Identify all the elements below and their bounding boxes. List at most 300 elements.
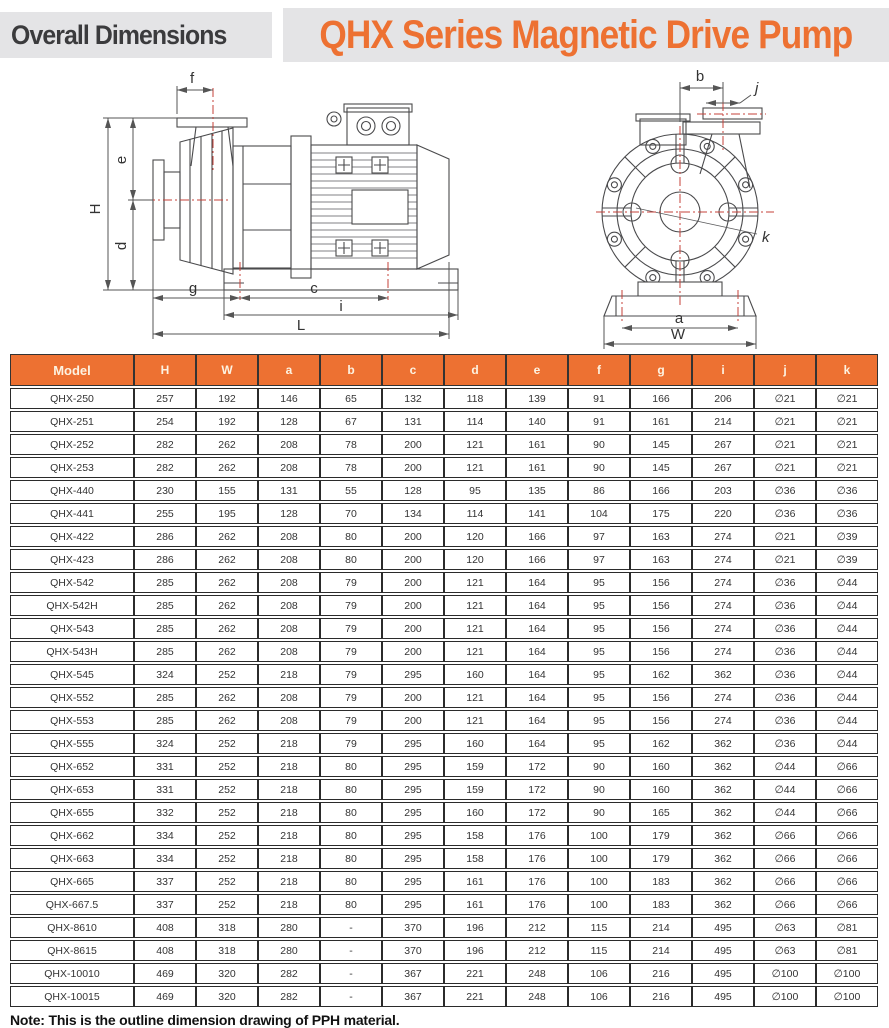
value-cell: ∅21	[754, 549, 816, 570]
value-cell: 295	[382, 871, 444, 892]
value-cell: 208	[258, 710, 320, 731]
col-header-i: i	[692, 354, 754, 386]
page-header	[0, 0, 888, 62]
table-row	[10, 779, 878, 800]
value-cell: 334	[134, 848, 196, 869]
value-cell: 320	[196, 986, 258, 1007]
value-cell: 200	[382, 572, 444, 593]
value-cell: 362	[692, 848, 754, 869]
value-cell: 158	[444, 848, 506, 869]
value-cell: 331	[134, 756, 196, 777]
model-cell: QHX-253	[10, 457, 134, 478]
value-cell: 218	[258, 779, 320, 800]
value-cell: 95	[568, 687, 630, 708]
value-cell: 160	[630, 779, 692, 800]
value-cell: 248	[506, 986, 568, 1007]
value-cell: 121	[444, 572, 506, 593]
value-cell: 172	[506, 779, 568, 800]
value-cell: 90	[568, 779, 630, 800]
model-cell: QHX-553	[10, 710, 134, 731]
value-cell: 179	[630, 825, 692, 846]
value-cell: 212	[506, 917, 568, 938]
value-cell: 158	[444, 825, 506, 846]
value-cell: 172	[506, 756, 568, 777]
value-cell: 362	[692, 664, 754, 685]
col-header-H: H	[134, 354, 196, 386]
value-cell: 70	[320, 503, 382, 524]
model-cell: QHX-542H	[10, 595, 134, 616]
value-cell: 495	[692, 963, 754, 984]
table-row	[10, 641, 878, 662]
table-row	[10, 664, 878, 685]
model-cell: QHX-252	[10, 434, 134, 455]
value-cell: 262	[196, 641, 258, 662]
dim-label-a: a	[674, 310, 684, 327]
value-cell: 156	[630, 572, 692, 593]
value-cell: 218	[258, 733, 320, 754]
table-row	[10, 618, 878, 639]
value-cell: 262	[196, 549, 258, 570]
value-cell: 200	[382, 687, 444, 708]
value-cell: 140	[506, 411, 568, 432]
value-cell: ∅44	[816, 641, 878, 662]
value-cell: 132	[382, 388, 444, 409]
value-cell: 161	[444, 871, 506, 892]
model-cell: QHX-423	[10, 549, 134, 570]
value-cell: 220	[692, 503, 754, 524]
value-cell: 192	[196, 388, 258, 409]
value-cell: 145	[630, 434, 692, 455]
value-cell: 128	[258, 411, 320, 432]
value-cell: 121	[444, 641, 506, 662]
value-cell: 100	[568, 871, 630, 892]
value-cell: 166	[630, 388, 692, 409]
value-cell: 320	[196, 963, 258, 984]
col-header-e: e	[506, 354, 568, 386]
value-cell: ∅44	[816, 572, 878, 593]
value-cell: 131	[258, 480, 320, 501]
value-cell: 370	[382, 917, 444, 938]
value-cell: 131	[382, 411, 444, 432]
value-cell: 161	[444, 894, 506, 915]
table-row	[10, 848, 878, 869]
value-cell: ∅100	[816, 963, 878, 984]
value-cell: 262	[196, 457, 258, 478]
value-cell: 274	[692, 526, 754, 547]
dim-label-g: g	[188, 280, 198, 297]
col-header-d: d	[444, 354, 506, 386]
value-cell: 214	[692, 411, 754, 432]
value-cell: 80	[320, 825, 382, 846]
value-cell: 121	[444, 687, 506, 708]
value-cell: 286	[134, 526, 196, 547]
value-cell: 214	[630, 940, 692, 961]
value-cell: ∅44	[816, 733, 878, 754]
value-cell: 80	[320, 894, 382, 915]
value-cell: 252	[196, 802, 258, 823]
col-header-b: b	[320, 354, 382, 386]
value-cell: 91	[568, 411, 630, 432]
table-row	[10, 549, 878, 570]
value-cell: 80	[320, 779, 382, 800]
value-cell: -	[320, 986, 382, 1007]
value-cell: 86	[568, 480, 630, 501]
value-cell: 200	[382, 434, 444, 455]
value-cell: 252	[196, 733, 258, 754]
value-cell: -	[320, 917, 382, 938]
col-header-a: a	[258, 354, 320, 386]
model-cell: QHX-440	[10, 480, 134, 501]
table-row	[10, 963, 878, 984]
value-cell: 164	[506, 572, 568, 593]
value-cell: 318	[196, 940, 258, 961]
value-cell: 163	[630, 549, 692, 570]
value-cell: ∅66	[754, 871, 816, 892]
value-cell: 295	[382, 733, 444, 754]
value-cell: 196	[444, 917, 506, 938]
value-cell: 200	[382, 457, 444, 478]
value-cell: 179	[630, 848, 692, 869]
section-title: Overall Dimensions	[11, 19, 227, 50]
value-cell: 208	[258, 687, 320, 708]
value-cell: 160	[444, 664, 506, 685]
value-cell: 95	[568, 572, 630, 593]
table-row	[10, 687, 878, 708]
dim-label-i: i	[339, 298, 343, 315]
value-cell: 90	[568, 756, 630, 777]
value-cell: 95	[568, 664, 630, 685]
value-cell: 79	[320, 572, 382, 593]
table-row	[10, 756, 878, 777]
value-cell: ∅36	[754, 503, 816, 524]
value-cell: 274	[692, 687, 754, 708]
col-header-c: c	[382, 354, 444, 386]
model-cell: QHX-542	[10, 572, 134, 593]
value-cell: 200	[382, 526, 444, 547]
value-cell: 164	[506, 618, 568, 639]
value-cell: 196	[444, 940, 506, 961]
value-cell: ∅36	[754, 710, 816, 731]
value-cell: 95	[568, 618, 630, 639]
value-cell: 172	[506, 802, 568, 823]
value-cell: 362	[692, 894, 754, 915]
value-cell: 216	[630, 963, 692, 984]
value-cell: 156	[630, 687, 692, 708]
value-cell: ∅44	[816, 664, 878, 685]
value-cell: 252	[196, 756, 258, 777]
value-cell: 274	[692, 595, 754, 616]
value-cell: 164	[506, 664, 568, 685]
value-cell: ∅100	[754, 963, 816, 984]
value-cell: 285	[134, 641, 196, 662]
model-cell: QHX-543H	[10, 641, 134, 662]
value-cell: 252	[196, 848, 258, 869]
value-cell: 134	[382, 503, 444, 524]
value-cell: 286	[134, 549, 196, 570]
value-cell: ∅36	[816, 503, 878, 524]
value-cell: 495	[692, 917, 754, 938]
value-cell: 115	[568, 940, 630, 961]
model-cell: QHX-665	[10, 871, 134, 892]
value-cell: 495	[692, 986, 754, 1007]
value-cell: ∅66	[816, 848, 878, 869]
footnote: Note: This is the outline dimension drawing of PPH material.	[10, 1012, 400, 1028]
value-cell: 160	[444, 733, 506, 754]
value-cell: 218	[258, 894, 320, 915]
value-cell: 139	[506, 388, 568, 409]
value-cell: 367	[382, 986, 444, 1007]
value-cell: ∅39	[816, 549, 878, 570]
table-header-row	[10, 354, 878, 386]
dim-label-j: j	[755, 80, 759, 97]
value-cell: 208	[258, 641, 320, 662]
value-cell: 337	[134, 894, 196, 915]
value-cell: 160	[444, 802, 506, 823]
value-cell: ∅44	[754, 756, 816, 777]
model-cell: QHX-555	[10, 733, 134, 754]
value-cell: 254	[134, 411, 196, 432]
value-cell: 159	[444, 779, 506, 800]
value-cell: ∅100	[816, 986, 878, 1007]
value-cell: 285	[134, 595, 196, 616]
value-cell: ∅66	[754, 848, 816, 869]
value-cell: 206	[692, 388, 754, 409]
value-cell: 362	[692, 733, 754, 754]
table-row	[10, 572, 878, 593]
value-cell: ∅21	[816, 411, 878, 432]
table-row	[10, 894, 878, 915]
dim-label-H: H	[87, 203, 104, 215]
col-header-model: Model	[10, 354, 134, 386]
value-cell: 262	[196, 572, 258, 593]
value-cell: 183	[630, 871, 692, 892]
value-cell: 164	[506, 733, 568, 754]
value-cell: 79	[320, 618, 382, 639]
value-cell: 285	[134, 710, 196, 731]
value-cell: 161	[506, 457, 568, 478]
value-cell: 80	[320, 756, 382, 777]
value-cell: 156	[630, 618, 692, 639]
value-cell: 282	[258, 986, 320, 1007]
value-cell: 208	[258, 572, 320, 593]
model-cell: QHX-10010	[10, 963, 134, 984]
value-cell: 164	[506, 687, 568, 708]
value-cell: 216	[630, 986, 692, 1007]
value-cell: 97	[568, 549, 630, 570]
value-cell: 79	[320, 641, 382, 662]
value-cell: ∅66	[816, 779, 878, 800]
table-row	[10, 802, 878, 823]
value-cell: 218	[258, 756, 320, 777]
value-cell: 262	[196, 434, 258, 455]
value-cell: 274	[692, 549, 754, 570]
value-cell: 80	[320, 526, 382, 547]
table-row	[10, 825, 878, 846]
col-header-k: k	[816, 354, 878, 386]
value-cell: 218	[258, 871, 320, 892]
dim-label-L: L	[296, 317, 306, 334]
value-cell: ∅66	[816, 825, 878, 846]
value-cell: 282	[134, 457, 196, 478]
dimension-table	[10, 352, 878, 1009]
value-cell: 121	[444, 457, 506, 478]
value-cell: 128	[258, 503, 320, 524]
value-cell: 79	[320, 733, 382, 754]
value-cell: ∅81	[816, 940, 878, 961]
model-cell: QHX-552	[10, 687, 134, 708]
value-cell: 121	[444, 618, 506, 639]
value-cell: 337	[134, 871, 196, 892]
value-cell: -	[320, 963, 382, 984]
col-header-W: W	[196, 354, 258, 386]
model-cell: QHX-655	[10, 802, 134, 823]
value-cell: 95	[568, 733, 630, 754]
value-cell: 90	[568, 457, 630, 478]
value-cell: ∅66	[754, 825, 816, 846]
value-cell: 164	[506, 641, 568, 662]
value-cell: 280	[258, 940, 320, 961]
col-header-j: j	[754, 354, 816, 386]
value-cell: 195	[196, 503, 258, 524]
value-cell: 100	[568, 825, 630, 846]
value-cell: 121	[444, 710, 506, 731]
model-cell: QHX-652	[10, 756, 134, 777]
value-cell: ∅36	[754, 618, 816, 639]
value-cell: ∅66	[754, 894, 816, 915]
value-cell: ∅81	[816, 917, 878, 938]
value-cell: 221	[444, 963, 506, 984]
value-cell: 166	[506, 549, 568, 570]
value-cell: ∅44	[816, 687, 878, 708]
value-cell: 80	[320, 549, 382, 570]
value-cell: 295	[382, 664, 444, 685]
value-cell: 79	[320, 710, 382, 731]
value-cell: 295	[382, 894, 444, 915]
value-cell: 159	[444, 756, 506, 777]
dim-label-e: e	[113, 155, 130, 165]
value-cell: 495	[692, 940, 754, 961]
table-row	[10, 434, 878, 455]
value-cell: ∅36	[754, 572, 816, 593]
table-row	[10, 457, 878, 478]
value-cell: 324	[134, 664, 196, 685]
model-cell: QHX-667.5	[10, 894, 134, 915]
value-cell: 200	[382, 618, 444, 639]
value-cell: 262	[196, 595, 258, 616]
value-cell: 115	[568, 917, 630, 938]
value-cell: 285	[134, 618, 196, 639]
value-cell: 156	[630, 595, 692, 616]
value-cell: ∅36	[754, 480, 816, 501]
value-cell: 80	[320, 802, 382, 823]
value-cell: ∅21	[816, 457, 878, 478]
value-cell: 285	[134, 572, 196, 593]
value-cell: 295	[382, 848, 444, 869]
model-cell: QHX-653	[10, 779, 134, 800]
table-row	[10, 411, 878, 432]
value-cell: ∅21	[816, 388, 878, 409]
value-cell: 324	[134, 733, 196, 754]
front-view-drawing	[596, 68, 774, 349]
value-cell: 120	[444, 549, 506, 570]
value-cell: ∅44	[816, 618, 878, 639]
value-cell: 141	[506, 503, 568, 524]
value-cell: 257	[134, 388, 196, 409]
value-cell: ∅21	[754, 434, 816, 455]
table-row	[10, 986, 878, 1007]
value-cell: 208	[258, 526, 320, 547]
table-row	[10, 917, 878, 938]
value-cell: ∅36	[754, 664, 816, 685]
table-row	[10, 871, 878, 892]
value-cell: 252	[196, 779, 258, 800]
dim-label-c: c	[310, 280, 318, 297]
value-cell: 280	[258, 917, 320, 938]
value-cell: 262	[196, 618, 258, 639]
value-cell: 408	[134, 917, 196, 938]
side-view-drawing	[87, 70, 458, 339]
value-cell: 100	[568, 848, 630, 869]
value-cell: 218	[258, 802, 320, 823]
value-cell: 370	[382, 940, 444, 961]
value-cell: 161	[506, 434, 568, 455]
value-cell: 146	[258, 388, 320, 409]
value-cell: ∅21	[816, 434, 878, 455]
value-cell: 469	[134, 986, 196, 1007]
table-body	[10, 388, 878, 1007]
table-row	[10, 595, 878, 616]
value-cell: ∅44	[816, 595, 878, 616]
value-cell: 67	[320, 411, 382, 432]
value-cell: 212	[506, 940, 568, 961]
value-cell: 79	[320, 664, 382, 685]
value-cell: 262	[196, 526, 258, 547]
value-cell: ∅36	[754, 641, 816, 662]
value-cell: 166	[630, 480, 692, 501]
value-cell: 135	[506, 480, 568, 501]
value-cell: 331	[134, 779, 196, 800]
value-cell: 252	[196, 894, 258, 915]
value-cell: 175	[630, 503, 692, 524]
table-row	[10, 388, 878, 409]
value-cell: 176	[506, 825, 568, 846]
value-cell: 285	[134, 687, 196, 708]
value-cell: 282	[258, 963, 320, 984]
value-cell: ∅21	[754, 388, 816, 409]
value-cell: 95	[568, 641, 630, 662]
value-cell: 192	[196, 411, 258, 432]
value-cell: 200	[382, 595, 444, 616]
value-cell: 208	[258, 618, 320, 639]
value-cell: ∅66	[816, 802, 878, 823]
value-cell: ∅44	[754, 779, 816, 800]
value-cell: 100	[568, 894, 630, 915]
model-cell: QHX-251	[10, 411, 134, 432]
value-cell: 79	[320, 687, 382, 708]
value-cell: 332	[134, 802, 196, 823]
value-cell: 162	[630, 664, 692, 685]
value-cell: 90	[568, 802, 630, 823]
value-cell: 104	[568, 503, 630, 524]
dim-label-d: d	[113, 241, 130, 251]
value-cell: 295	[382, 779, 444, 800]
model-cell: QHX-662	[10, 825, 134, 846]
value-cell: 367	[382, 963, 444, 984]
value-cell: 121	[444, 595, 506, 616]
dim-label-f: f	[190, 70, 195, 87]
model-cell: QHX-8615	[10, 940, 134, 961]
value-cell: 408	[134, 940, 196, 961]
